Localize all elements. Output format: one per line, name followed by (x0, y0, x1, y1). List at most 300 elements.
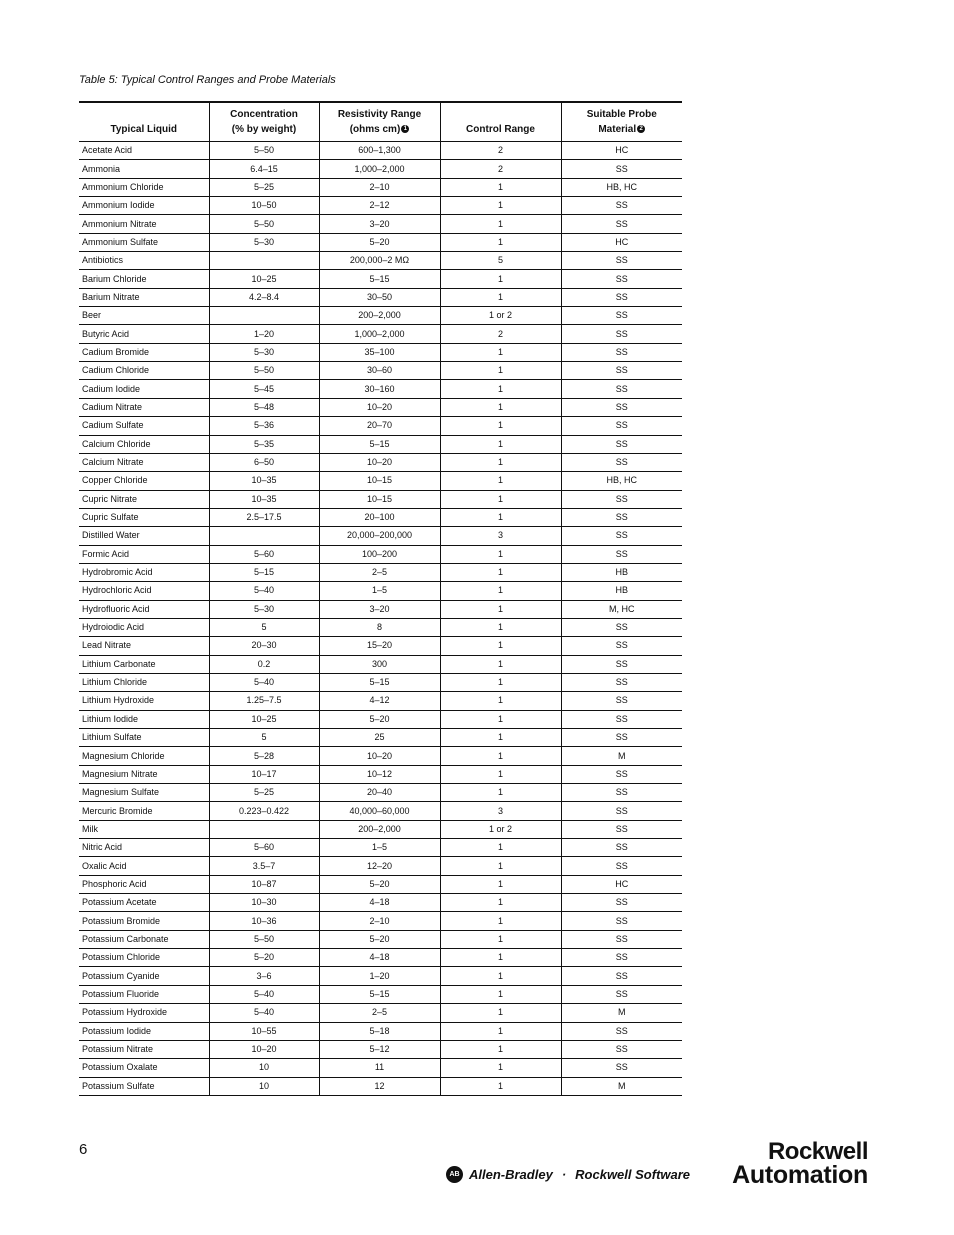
cell-resistivity: 3–20 (319, 215, 440, 233)
cell-concentration: 5 (209, 729, 319, 747)
cell-liquid: Lead Nitrate (79, 637, 209, 655)
table-row (79, 435, 682, 453)
cell-concentration: 5–40 (209, 985, 319, 1003)
table-header-row (79, 102, 682, 142)
cell-probe-material: M (561, 1077, 682, 1095)
cell-liquid: Cadium Sulfate (79, 417, 209, 435)
header-probe-material (561, 102, 682, 142)
cell-resistivity: 2–12 (319, 197, 440, 215)
cell-control-range: 1 (440, 673, 561, 691)
cell-probe-material: HB, HC (561, 178, 682, 196)
cell-control-range: 2 (440, 142, 561, 160)
cell-probe-material: SS (561, 215, 682, 233)
cell-concentration: 5–36 (209, 417, 319, 435)
table-row (79, 1059, 682, 1077)
cell-concentration: 10–35 (209, 472, 319, 490)
cell-liquid: Cadium Chloride (79, 362, 209, 380)
cell-resistivity: 5–15 (319, 435, 440, 453)
cell-concentration: 5–40 (209, 673, 319, 691)
cell-liquid: Antibiotics (79, 252, 209, 270)
cell-concentration: 5–40 (209, 582, 319, 600)
cell-probe-material: SS (561, 1059, 682, 1077)
cell-resistivity: 5–15 (319, 270, 440, 288)
cell-liquid: Potassium Acetate (79, 894, 209, 912)
cell-concentration: 5–30 (209, 600, 319, 618)
cell-concentration: 5–40 (209, 1004, 319, 1022)
cell-resistivity: 5–18 (319, 1022, 440, 1040)
cell-probe-material: SS (561, 618, 682, 636)
cell-control-range: 1 (440, 1040, 561, 1058)
cell-control-range: 1 (440, 1059, 561, 1077)
brand-line (446, 1166, 690, 1183)
cell-concentration: 5–50 (209, 362, 319, 380)
cell-liquid: Ammonium Iodide (79, 197, 209, 215)
cell-resistivity: 30–50 (319, 288, 440, 306)
cell-liquid: Calcium Nitrate (79, 453, 209, 471)
cell-liquid: Copper Chloride (79, 472, 209, 490)
cell-control-range: 1 (440, 362, 561, 380)
cell-control-range: 1 (440, 233, 561, 251)
cell-resistivity: 5–20 (319, 875, 440, 893)
table-row (79, 453, 682, 471)
cell-probe-material: SS (561, 673, 682, 691)
cell-resistivity: 11 (319, 1059, 440, 1077)
cell-probe-material: M, HC (561, 600, 682, 618)
table-row (79, 288, 682, 306)
table-row (79, 655, 682, 673)
cell-control-range: 1 (440, 197, 561, 215)
cell-liquid: Potassium Nitrate (79, 1040, 209, 1058)
cell-concentration: 5–35 (209, 435, 319, 453)
cell-control-range: 1 (440, 875, 561, 893)
cell-liquid: Potassium Iodide (79, 1022, 209, 1040)
cell-probe-material: HB (561, 582, 682, 600)
header-resistivity-line1: Resistivity Range (337, 109, 422, 120)
cell-resistivity: 35–100 (319, 343, 440, 361)
cell-resistivity: 5–12 (319, 1040, 440, 1058)
cell-probe-material: SS (561, 545, 682, 563)
cell-probe-material: SS (561, 692, 682, 710)
cell-liquid: Ammonium Chloride (79, 178, 209, 196)
cell-probe-material: SS (561, 765, 682, 783)
cell-concentration: 20–30 (209, 637, 319, 655)
table-row (79, 747, 682, 765)
table-row (79, 582, 682, 600)
cell-control-range: 1 (440, 490, 561, 508)
cell-concentration: 3–6 (209, 967, 319, 985)
table-row (79, 215, 682, 233)
cell-control-range: 1 (440, 472, 561, 490)
cell-resistivity: 5–15 (319, 673, 440, 691)
cell-control-range: 1 (440, 417, 561, 435)
cell-liquid: Potassium Oxalate (79, 1059, 209, 1077)
table-row (79, 1040, 682, 1058)
cell-control-range: 1 (440, 600, 561, 618)
cell-concentration: 4.2–8.4 (209, 288, 319, 306)
control-ranges-table (79, 101, 682, 1096)
cell-control-range: 1 (440, 288, 561, 306)
cell-concentration: 10–87 (209, 875, 319, 893)
cell-control-range: 1 (440, 215, 561, 233)
table-row (79, 637, 682, 655)
cell-probe-material: SS (561, 252, 682, 270)
cell-resistivity: 1,000–2,000 (319, 325, 440, 343)
cell-resistivity: 200–2,000 (319, 307, 440, 325)
cell-probe-material: SS (561, 197, 682, 215)
cell-probe-material: SS (561, 307, 682, 325)
cell-probe-material: SS (561, 655, 682, 673)
table-row (79, 527, 682, 545)
table-row (79, 820, 682, 838)
cell-probe-material: SS (561, 802, 682, 820)
table-row (79, 252, 682, 270)
table-row (79, 875, 682, 893)
cell-liquid: Phosphoric Acid (79, 875, 209, 893)
header-concentration-line1: Concentration (230, 109, 298, 120)
cell-concentration: 5–50 (209, 930, 319, 948)
table-row (79, 160, 682, 178)
cell-liquid: Acetate Acid (79, 142, 209, 160)
cell-resistivity: 5–20 (319, 710, 440, 728)
cell-resistivity: 12 (319, 1077, 440, 1095)
cell-concentration: 6–50 (209, 453, 319, 471)
rockwell-automation-logo (703, 1138, 868, 1189)
cell-control-range: 1 (440, 178, 561, 196)
table-row (79, 197, 682, 215)
cell-probe-material: SS (561, 453, 682, 471)
cell-liquid: Lithium Chloride (79, 673, 209, 691)
cell-probe-material: SS (561, 417, 682, 435)
cell-probe-material: SS (561, 288, 682, 306)
cell-resistivity: 20–40 (319, 784, 440, 802)
cell-liquid: Potassium Hydroxide (79, 1004, 209, 1022)
cell-concentration: 5–50 (209, 215, 319, 233)
cell-control-range: 1 (440, 949, 561, 967)
cell-concentration: 5–30 (209, 233, 319, 251)
brand-allen-bradley: Allen-Bradley (469, 1167, 553, 1182)
cell-liquid: Cadium Iodide (79, 380, 209, 398)
cell-control-range: 1 (440, 655, 561, 673)
cell-liquid: Ammonium Sulfate (79, 233, 209, 251)
cell-control-range: 1 (440, 894, 561, 912)
cell-probe-material: SS (561, 949, 682, 967)
footnote-1-marker: 1 (401, 125, 409, 133)
cell-concentration: 10–35 (209, 490, 319, 508)
cell-liquid: Hydrobromic Acid (79, 563, 209, 581)
cell-liquid: Calcium Chloride (79, 435, 209, 453)
cell-concentration: 5–50 (209, 142, 319, 160)
cell-control-range: 5 (440, 252, 561, 270)
table-row (79, 729, 682, 747)
cell-concentration: 10–50 (209, 197, 319, 215)
cell-liquid: Milk (79, 820, 209, 838)
cell-resistivity: 25 (319, 729, 440, 747)
cell-concentration: 5–60 (209, 545, 319, 563)
cell-resistivity: 200,000–2 MΩ (319, 252, 440, 270)
table-row (79, 398, 682, 416)
cell-liquid: Potassium Cyanide (79, 967, 209, 985)
cell-control-range: 1 (440, 692, 561, 710)
cell-concentration: 5–20 (209, 949, 319, 967)
cell-control-range: 3 (440, 527, 561, 545)
cell-probe-material: SS (561, 857, 682, 875)
cell-probe-material: SS (561, 527, 682, 545)
cell-concentration: 10–55 (209, 1022, 319, 1040)
cell-concentration: 6.4–15 (209, 160, 319, 178)
cell-control-range: 1 (440, 637, 561, 655)
cell-concentration: 5–48 (209, 398, 319, 416)
cell-concentration: 10–25 (209, 270, 319, 288)
cell-probe-material: M (561, 1004, 682, 1022)
cell-concentration: 10–36 (209, 912, 319, 930)
logo-line-automation: Automation (732, 1161, 868, 1189)
cell-control-range: 1 (440, 765, 561, 783)
cell-control-range: 2 (440, 160, 561, 178)
cell-resistivity: 1–5 (319, 582, 440, 600)
cell-control-range: 1 (440, 398, 561, 416)
cell-resistivity: 12–20 (319, 857, 440, 875)
table-row (79, 985, 682, 1003)
cell-control-range: 1 (440, 729, 561, 747)
allen-bradley-logo-icon: AB (446, 1166, 463, 1183)
cell-probe-material: HC (561, 233, 682, 251)
cell-resistivity: 1–20 (319, 967, 440, 985)
header-resistivity-line2: (ohms cm) (349, 124, 401, 135)
cell-liquid: Potassium Carbonate (79, 930, 209, 948)
cell-probe-material: SS (561, 490, 682, 508)
cell-control-range: 1 (440, 967, 561, 985)
cell-resistivity: 1,000–2,000 (319, 160, 440, 178)
cell-resistivity: 5–15 (319, 985, 440, 1003)
cell-liquid: Magnesium Nitrate (79, 765, 209, 783)
cell-concentration: 3.5–7 (209, 857, 319, 875)
cell-liquid: Lithium Carbonate (79, 655, 209, 673)
cell-resistivity: 10–15 (319, 490, 440, 508)
cell-concentration: 5–30 (209, 343, 319, 361)
cell-liquid: Magnesium Sulfate (79, 784, 209, 802)
cell-resistivity: 5–20 (319, 930, 440, 948)
cell-probe-material: SS (561, 380, 682, 398)
cell-control-range: 1 (440, 784, 561, 802)
table-row (79, 563, 682, 581)
table-row (79, 967, 682, 985)
cell-resistivity: 10–20 (319, 398, 440, 416)
cell-probe-material: SS (561, 930, 682, 948)
cell-resistivity: 2–5 (319, 563, 440, 581)
table-row (79, 912, 682, 930)
cell-control-range: 1 or 2 (440, 307, 561, 325)
cell-probe-material: SS (561, 270, 682, 288)
cell-resistivity: 2–10 (319, 912, 440, 930)
cell-liquid: Potassium Fluoride (79, 985, 209, 1003)
table-row (79, 1004, 682, 1022)
cell-control-range: 1 (440, 563, 561, 581)
cell-resistivity: 30–160 (319, 380, 440, 398)
cell-probe-material: SS (561, 820, 682, 838)
cell-probe-material: SS (561, 710, 682, 728)
cell-control-range: 1 (440, 453, 561, 471)
cell-control-range: 1 (440, 380, 561, 398)
cell-liquid: Cadium Bromide (79, 343, 209, 361)
table-row (79, 380, 682, 398)
cell-concentration: 10 (209, 1077, 319, 1095)
cell-control-range: 1 (440, 270, 561, 288)
table-row (79, 949, 682, 967)
cell-probe-material: HB, HC (561, 472, 682, 490)
table-caption: Table 5: Typical Control Ranges and Probe Materials (79, 74, 336, 86)
cell-probe-material: SS (561, 729, 682, 747)
cell-liquid: Potassium Sulfate (79, 1077, 209, 1095)
cell-concentration: 0.2 (209, 655, 319, 673)
cell-control-range: 3 (440, 802, 561, 820)
table-row (79, 472, 682, 490)
cell-liquid: Lithium Hydroxide (79, 692, 209, 710)
cell-probe-material: SS (561, 160, 682, 178)
cell-control-range: 1 (440, 857, 561, 875)
cell-probe-material: SS (561, 985, 682, 1003)
cell-liquid: Cupric Sulfate (79, 508, 209, 526)
cell-probe-material: SS (561, 784, 682, 802)
cell-liquid: Formic Acid (79, 545, 209, 563)
cell-resistivity: 4–12 (319, 692, 440, 710)
table-row (79, 857, 682, 875)
cell-liquid: Lithium Sulfate (79, 729, 209, 747)
cell-probe-material: SS (561, 912, 682, 930)
cell-control-range: 1 (440, 747, 561, 765)
table-row (79, 325, 682, 343)
table-row (79, 765, 682, 783)
table-row (79, 142, 682, 160)
cell-control-range: 1 (440, 930, 561, 948)
cell-probe-material: M (561, 747, 682, 765)
table-row (79, 710, 682, 728)
cell-liquid: Ammonia (79, 160, 209, 178)
cell-resistivity: 2–10 (319, 178, 440, 196)
cell-probe-material: HB (561, 563, 682, 581)
table-row (79, 307, 682, 325)
cell-resistivity: 10–12 (319, 765, 440, 783)
cell-liquid: Oxalic Acid (79, 857, 209, 875)
cell-control-range: 1 (440, 582, 561, 600)
cell-liquid: Cupric Nitrate (79, 490, 209, 508)
cell-concentration: 5–15 (209, 563, 319, 581)
brand-separator: · (561, 1167, 567, 1182)
cell-concentration: 10–25 (209, 710, 319, 728)
cell-control-range: 1 (440, 508, 561, 526)
cell-liquid: Potassium Bromide (79, 912, 209, 930)
cell-control-range: 1 (440, 343, 561, 361)
cell-probe-material: SS (561, 325, 682, 343)
cell-resistivity: 15–20 (319, 637, 440, 655)
cell-liquid: Magnesium Chloride (79, 747, 209, 765)
cell-liquid: Potassium Chloride (79, 949, 209, 967)
cell-resistivity: 300 (319, 655, 440, 673)
cell-probe-material: SS (561, 1022, 682, 1040)
cell-concentration: 5–25 (209, 784, 319, 802)
cell-resistivity: 600–1,300 (319, 142, 440, 160)
cell-resistivity: 1–5 (319, 839, 440, 857)
cell-concentration (209, 527, 319, 545)
cell-control-range: 1 (440, 1004, 561, 1022)
brand-rockwell-software: Rockwell Software (575, 1167, 691, 1182)
cell-concentration: 5 (209, 618, 319, 636)
table-row (79, 894, 682, 912)
cell-probe-material: SS (561, 362, 682, 380)
table-row (79, 270, 682, 288)
cell-resistivity: 30–60 (319, 362, 440, 380)
table-row (79, 343, 682, 361)
cell-concentration: 5–28 (209, 747, 319, 765)
cell-resistivity: 200–2,000 (319, 820, 440, 838)
cell-liquid: Lithium Iodide (79, 710, 209, 728)
cell-concentration: 5–25 (209, 178, 319, 196)
cell-control-range: 1 (440, 435, 561, 453)
cell-resistivity: 20–100 (319, 508, 440, 526)
cell-probe-material: SS (561, 435, 682, 453)
cell-resistivity: 4–18 (319, 894, 440, 912)
cell-resistivity: 10–20 (319, 453, 440, 471)
cell-probe-material: SS (561, 398, 682, 416)
cell-concentration: 1–20 (209, 325, 319, 343)
table-row (79, 673, 682, 691)
table-row (79, 618, 682, 636)
footnote-2-marker: 2 (637, 125, 645, 133)
cell-control-range: 1 (440, 985, 561, 1003)
cell-resistivity: 8 (319, 618, 440, 636)
header-typical-liquid: Typical Liquid (79, 102, 209, 142)
table-row (79, 802, 682, 820)
header-resistivity (319, 102, 440, 142)
cell-resistivity: 20,000–200,000 (319, 527, 440, 545)
cell-concentration: 5–60 (209, 839, 319, 857)
table-row (79, 362, 682, 380)
cell-resistivity: 3–20 (319, 600, 440, 618)
header-concentration-line2: (% by weight) (231, 124, 297, 135)
cell-liquid: Barium Chloride (79, 270, 209, 288)
cell-control-range: 1 (440, 1022, 561, 1040)
header-probe-line1: Suitable Probe (586, 109, 657, 120)
cell-liquid: Distilled Water (79, 527, 209, 545)
cell-concentration: 10–20 (209, 1040, 319, 1058)
cell-liquid: Ammonium Nitrate (79, 215, 209, 233)
cell-concentration (209, 307, 319, 325)
table-row (79, 784, 682, 802)
cell-resistivity: 100–200 (319, 545, 440, 563)
cell-concentration: 10–30 (209, 894, 319, 912)
table-row (79, 692, 682, 710)
cell-probe-material: SS (561, 637, 682, 655)
cell-probe-material: SS (561, 343, 682, 361)
cell-liquid: Hydrochloric Acid (79, 582, 209, 600)
cell-probe-material: SS (561, 508, 682, 526)
table-row (79, 417, 682, 435)
cell-control-range: 1 or 2 (440, 820, 561, 838)
table-row (79, 233, 682, 251)
cell-probe-material: HC (561, 142, 682, 160)
table-row (79, 508, 682, 526)
cell-control-range: 1 (440, 912, 561, 930)
table-row (79, 600, 682, 618)
cell-control-range: 1 (440, 710, 561, 728)
cell-liquid: Cadium Nitrate (79, 398, 209, 416)
cell-probe-material: SS (561, 894, 682, 912)
table-row (79, 490, 682, 508)
table-row (79, 178, 682, 196)
header-probe-line2: Material (598, 124, 637, 135)
page-number: 6 (79, 1141, 88, 1158)
table-row (79, 839, 682, 857)
cell-control-range: 1 (440, 839, 561, 857)
